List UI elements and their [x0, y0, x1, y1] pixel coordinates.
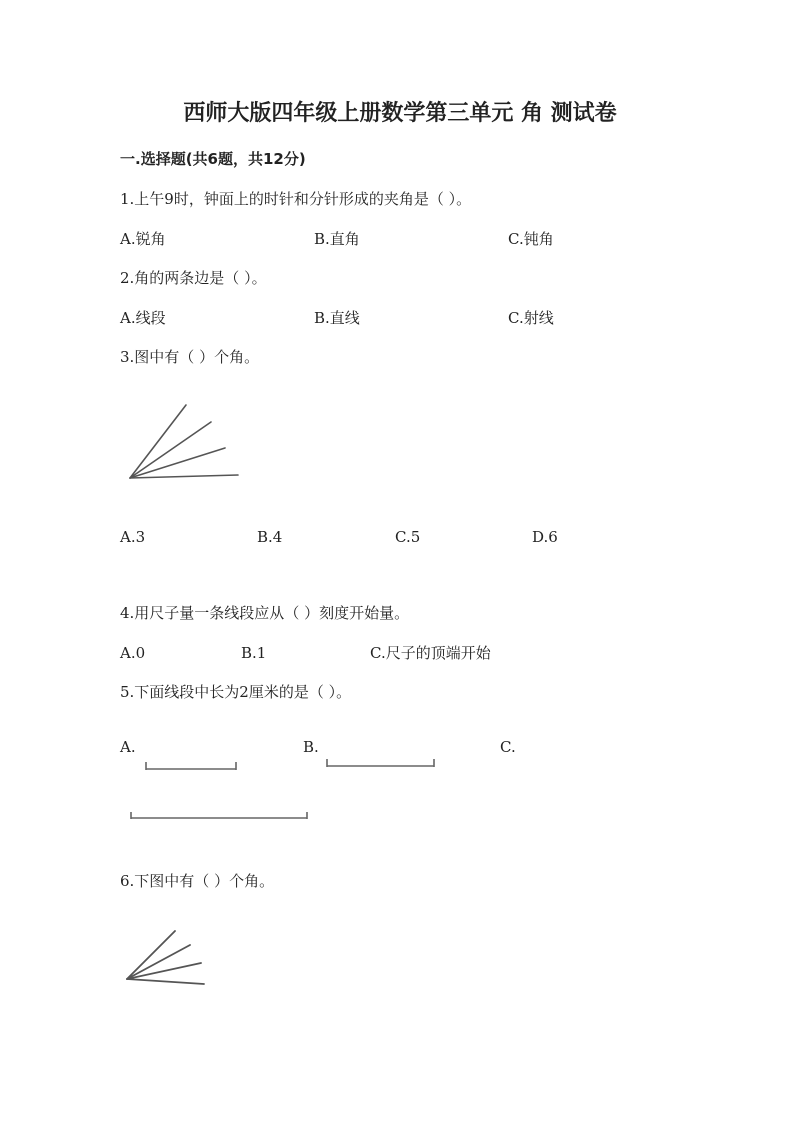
ray-1 — [127, 931, 175, 979]
question-5-option-c[interactable]: C. — [500, 738, 516, 756]
question-3-option-a[interactable]: A.3 — [120, 528, 146, 546]
ray-4 — [130, 475, 238, 478]
question-1-stem: 1.上午9时，钟面上的时针和分针形成的夹角是（ ）。 — [120, 190, 472, 208]
question-2-option-b[interactable]: B.直线 — [314, 309, 360, 327]
question-3-stem: 3.图中有（ ）个角。 — [120, 348, 260, 366]
question-4-option-c[interactable]: C.尺子的顶端开始 — [370, 644, 491, 662]
ray-3 — [127, 963, 201, 979]
question-5-option-a[interactable]: A. — [120, 738, 136, 756]
page-title: 西师大版四年级上册数学第三单元 角 测试卷 — [183, 101, 617, 126]
segment-a — [144, 760, 240, 772]
ray-4 — [127, 979, 204, 984]
ray-3 — [130, 448, 225, 478]
question-3-option-b[interactable]: B.4 — [257, 528, 283, 546]
question-4-stem: 4.用尺子量一条线段应从（ ）刻度开始量。 — [120, 604, 410, 622]
question-4-option-a[interactable]: A.0 — [120, 644, 146, 662]
question-1-option-c[interactable]: C.钝角 — [508, 230, 554, 248]
question-4-option-b[interactable]: B.1 — [241, 644, 267, 662]
question-1-option-b[interactable]: B.直角 — [314, 230, 360, 248]
question-5-option-b[interactable]: B. — [303, 738, 319, 756]
ray-2 — [130, 422, 211, 478]
segment-b — [325, 757, 437, 769]
question-6-angle-figure — [122, 925, 212, 990]
question-2-option-a[interactable]: A.线段 — [120, 309, 166, 327]
question-2-option-c[interactable]: C.射线 — [508, 309, 554, 327]
ray-1 — [130, 405, 186, 478]
segment-c — [129, 810, 311, 822]
ray-2 — [127, 945, 190, 979]
section-heading: 一.选择题(共6题，共12分) — [120, 150, 306, 168]
question-2-stem: 2.角的两条边是（ ）。 — [120, 269, 267, 287]
question-3-option-c[interactable]: C.5 — [395, 528, 421, 546]
question-6-stem: 6.下图中有（ ）个角。 — [120, 872, 275, 890]
question-3-angle-figure — [125, 400, 245, 485]
question-5-stem: 5.下面线段中长为2厘米的是（ ）。 — [120, 683, 352, 701]
question-1-option-a[interactable]: A.锐角 — [120, 230, 166, 248]
question-3-option-d[interactable]: D.6 — [532, 528, 558, 546]
